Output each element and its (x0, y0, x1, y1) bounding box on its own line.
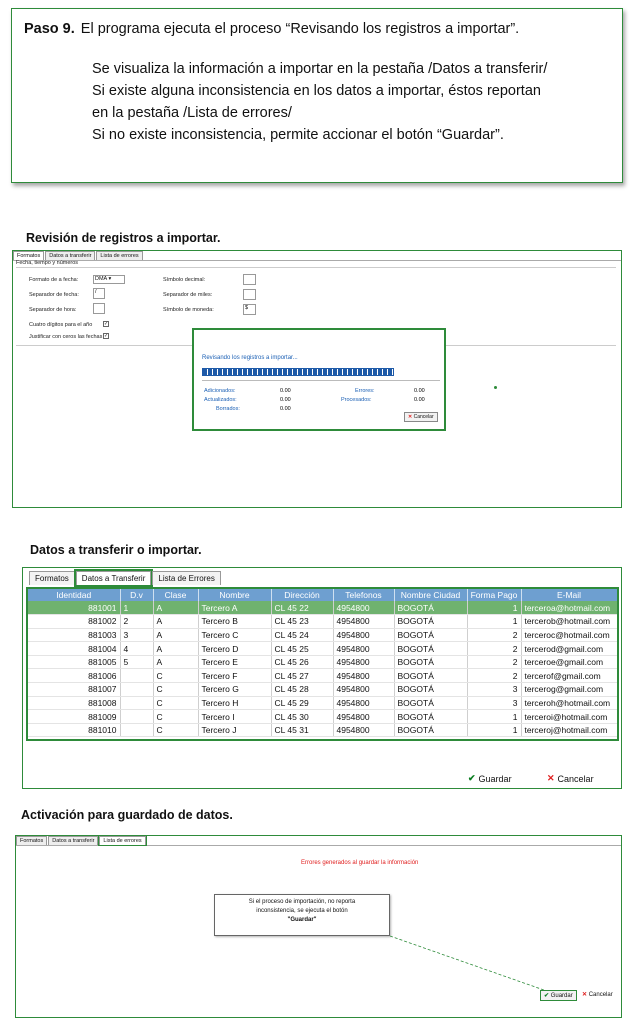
table-cell: tercerof@gmail.com (521, 669, 617, 683)
four-digit-checkbox[interactable]: ✓ (104, 321, 109, 327)
table-cell: C (153, 723, 198, 737)
tab-lista-errores[interactable]: Lista de errores (96, 251, 142, 260)
tab-lista-errores[interactable]: Lista de errores (99, 836, 145, 845)
processed-value: 0.00 (414, 397, 425, 403)
table-cell: 4954800 (333, 696, 394, 710)
step-instruction-box (11, 8, 623, 183)
progress-dialog (192, 328, 446, 431)
section2-title: Datos a transferir o importar. (30, 543, 202, 557)
table-cell: terceroc@hotmail.com (521, 628, 617, 642)
table-cell: BOGOTÁ (394, 642, 467, 656)
status-dot (494, 386, 497, 389)
column-header[interactable]: E-Mail (521, 589, 617, 601)
table-row[interactable] (28, 628, 617, 642)
step-label: Paso 9. (24, 21, 75, 37)
tab-formatos[interactable]: Formatos (13, 251, 44, 260)
table-cell: 2 (467, 628, 521, 642)
table-cell: 2 (120, 615, 153, 629)
table-cell: 1 (467, 615, 521, 629)
table-cell: 3 (467, 683, 521, 697)
transfer-window (22, 567, 622, 789)
tab-datos-transferir[interactable]: Datos a transferir (45, 251, 95, 260)
table-cell: 1 (467, 710, 521, 724)
save-label: Guardar (550, 993, 573, 999)
errors-label: Errores: (355, 388, 375, 394)
table-cell: A (153, 601, 198, 615)
table-row[interactable] (28, 710, 617, 724)
table-cell: BOGOTÁ (394, 710, 467, 724)
table-cell: BOGOTÁ (394, 669, 467, 683)
decimal-label: Símbolo decimal: (163, 277, 206, 283)
column-header[interactable]: D.v (120, 589, 153, 601)
step-text: El programa ejecuta el proceso “Revisando los registros a importar”. (80, 21, 520, 37)
step-line: Si existe alguna inconsistencia en los datos a importar, éstos reportan (92, 83, 541, 99)
table-cell: CL 45 25 (271, 642, 333, 656)
currency-label: Símbolo de moneda: (163, 307, 214, 313)
table-cell: Tercero E (198, 655, 271, 669)
table-row[interactable] (28, 683, 617, 697)
table-cell: Tercero F (198, 669, 271, 683)
progress-title: Revisando los registros a importar... (202, 355, 298, 361)
table-cell: 3 (467, 696, 521, 710)
table-cell: BOGOTÁ (394, 723, 467, 737)
date-format-label: Formato de a fecha: (29, 277, 79, 283)
table-cell: A (153, 615, 198, 629)
table-cell: terceroe@gmail.com (521, 655, 617, 669)
close-icon: ✕ (547, 773, 555, 783)
table-cell: CL 45 29 (271, 696, 333, 710)
date-format-value: DMA (95, 276, 107, 282)
save-label: Guardar (478, 773, 512, 784)
data-grid (26, 587, 619, 741)
progress-bar (202, 368, 394, 376)
cancel-label: Cancelar (588, 992, 613, 998)
table-cell: 881001 (28, 601, 120, 615)
column-header[interactable]: Nombre (198, 589, 271, 601)
table-cell: CL 45 22 (271, 601, 333, 615)
date-sep-input[interactable]: / (93, 288, 105, 299)
updated-value: 0.00 (280, 397, 291, 403)
table-cell: 4954800 (333, 723, 394, 737)
table-row[interactable] (28, 642, 617, 656)
table-cell (120, 696, 153, 710)
table-cell: C (153, 669, 198, 683)
table-cell: terceroh@hotmail.com (521, 696, 617, 710)
step-line: Se visualiza la información a importar en la pestaña /Datos a transferir/ (92, 61, 548, 77)
group-label: Fecha, tiempo y números (16, 260, 79, 266)
table-cell: BOGOTÁ (394, 628, 467, 642)
table-cell: 881005 (28, 655, 120, 669)
table-cell: 1 (120, 601, 153, 615)
table-cell: 4954800 (333, 601, 394, 615)
table-row[interactable] (28, 615, 617, 629)
table-cell: CL 45 23 (271, 615, 333, 629)
table-cell (120, 723, 153, 737)
cancel-button[interactable] (582, 991, 613, 998)
table-cell: 4954800 (333, 628, 394, 642)
table-cell: terceroi@hotmail.com (521, 710, 617, 724)
table-cell (120, 669, 153, 683)
table-cell: 4954800 (333, 615, 394, 629)
table-cell: 1 (467, 723, 521, 737)
callout-connector (16, 836, 623, 1019)
table-cell: Tercero C (198, 628, 271, 642)
table-cell: CL 45 30 (271, 710, 333, 724)
table-cell: Tercero H (198, 696, 271, 710)
date-format-select[interactable] (93, 275, 125, 284)
updated-label: Actualizados: (204, 397, 237, 403)
table-cell: 881010 (28, 723, 120, 737)
chevron-down-icon: ▾ (108, 276, 112, 282)
added-value: 0.00 (280, 388, 291, 394)
table-cell: 881007 (28, 683, 120, 697)
table-cell: 881003 (28, 628, 120, 642)
table-cell: 2 (467, 669, 521, 683)
table-cell: Tercero I (198, 710, 271, 724)
tab-formatos[interactable]: Formatos (29, 571, 75, 585)
table-cell: 2 (467, 655, 521, 669)
decimal-input[interactable] (243, 274, 256, 285)
table-cell: terceroj@hotmail.com (521, 723, 617, 737)
four-digit-label: Cuatro dígitos para el año (29, 322, 93, 328)
table-cell: A (153, 655, 198, 669)
error-list-title: Errores generados al guardar la información (301, 860, 419, 866)
table-cell: CL 45 26 (271, 655, 333, 669)
table-cell: CL 45 28 (271, 683, 333, 697)
table-cell: BOGOTÁ (394, 655, 467, 669)
section3-title: Activación para guardado de datos. (21, 808, 233, 822)
table-cell: 4 (120, 642, 153, 656)
table-cell: terceroa@hotmail.com (521, 601, 617, 615)
column-header[interactable]: Clase (153, 589, 198, 601)
close-icon: ✕ (408, 414, 413, 420)
tab-datos-transferir[interactable]: Datos a Transferir (76, 571, 152, 585)
table-cell: 4954800 (333, 642, 394, 656)
table-cell: 881009 (28, 710, 120, 724)
table-cell: A (153, 642, 198, 656)
cancel-label: Cancelar (557, 773, 594, 784)
callout-line: Si el proceso de importación, no reporta (248, 899, 356, 905)
zero-pad-checkbox[interactable]: ✓ (104, 333, 109, 339)
section1-title: Revisión de registros a importar. (26, 231, 221, 245)
table-cell: 1 (467, 601, 521, 615)
table-cell: CL 45 27 (271, 669, 333, 683)
time-sep-label: Separador de hora: (29, 307, 77, 313)
table-cell: tercerob@hotmail.com (521, 615, 617, 629)
transfer-tabs (29, 571, 621, 585)
table-cell: Tercero B (198, 615, 271, 629)
table-cell: BOGOTÁ (394, 601, 467, 615)
column-header[interactable]: Telefonos (333, 589, 394, 601)
cancel-button[interactable] (547, 773, 594, 784)
save-button[interactable] (468, 773, 512, 784)
save-button[interactable] (540, 990, 577, 1001)
table-cell: 881008 (28, 696, 120, 710)
time-sep-input[interactable] (93, 303, 105, 314)
table-cell: 881004 (28, 642, 120, 656)
review-window (12, 250, 622, 508)
column-header[interactable]: Nombre Ciudad (394, 589, 467, 601)
table-cell: C (153, 683, 198, 697)
table-cell: BOGOTÁ (394, 696, 467, 710)
table-row[interactable] (28, 696, 617, 710)
table-cell: 4954800 (333, 683, 394, 697)
thousands-input[interactable] (243, 289, 256, 300)
table-cell: 2 (467, 642, 521, 656)
table-cell: tercerog@gmail.com (521, 683, 617, 697)
step-line: Si no existe inconsistencia, permite accionar el botón “Guardar”. (92, 127, 504, 143)
deleted-label: Borrados: (216, 406, 240, 412)
date-sep-label: Separador de fecha: (29, 292, 79, 298)
step-heading (24, 18, 610, 40)
table-cell (120, 710, 153, 724)
errors-value: 0.00 (414, 388, 425, 394)
table-cell: Tercero A (198, 601, 271, 615)
table-cell: Tercero D (198, 642, 271, 656)
table-cell: Tercero J (198, 723, 271, 737)
table-cell: CL 45 24 (271, 628, 333, 642)
group-divider (16, 267, 616, 268)
deleted-value: 0.00 (280, 406, 291, 412)
review-tabs (13, 251, 621, 261)
column-header[interactable]: Identidad (28, 589, 120, 601)
table-cell: C (153, 710, 198, 724)
added-label: Adicionados: (204, 388, 236, 394)
table-row[interactable] (28, 723, 617, 737)
table-cell: C (153, 696, 198, 710)
close-icon: ✕ (582, 992, 588, 998)
tab-datos-transferir[interactable]: Datos a transferir (48, 836, 98, 845)
processed-label: Procesados: (341, 397, 372, 403)
cancel-label: Cancelar (413, 414, 434, 420)
tab-formatos[interactable]: Formatos (16, 836, 47, 845)
table-cell: 4954800 (333, 669, 394, 683)
table-row[interactable] (28, 601, 617, 615)
dialog-cancel-button[interactable] (404, 412, 438, 422)
dialog-divider (202, 380, 440, 381)
currency-input[interactable]: $ (243, 304, 256, 315)
column-header[interactable]: Dirección (271, 589, 333, 601)
table-cell (120, 683, 153, 697)
callout-line: inconsistencia, se ejecuta el botón (256, 908, 348, 914)
thousands-label: Separador de miles: (163, 292, 213, 298)
table-cell: tercerod@gmail.com (521, 642, 617, 656)
step-line: en la pestaña /Lista de errores/ (92, 105, 292, 121)
table-cell: 4954800 (333, 710, 394, 724)
table-cell: BOGOTÁ (394, 615, 467, 629)
column-header[interactable]: Forma Pago (467, 589, 521, 601)
table-cell: BOGOTÁ (394, 683, 467, 697)
check-icon: ✔ (468, 773, 476, 783)
table-cell: 5 (120, 655, 153, 669)
table-cell: 4954800 (333, 655, 394, 669)
step-body (92, 58, 610, 146)
table-cell: 3 (120, 628, 153, 642)
table-row[interactable] (28, 669, 617, 683)
table-row[interactable] (28, 655, 617, 669)
callout-button-name: "Guardar" (287, 917, 317, 923)
tab-lista-errores[interactable]: Lista de Errores (152, 571, 220, 585)
table-cell: 881006 (28, 669, 120, 683)
check-icon: ✔ (544, 993, 550, 999)
table-cell: A (153, 628, 198, 642)
zero-pad-label: Justificar con ceros las fechas (29, 334, 103, 340)
table-cell: 881002 (28, 615, 120, 629)
table-cell: Tercero G (198, 683, 271, 697)
table-cell: CL 45 31 (271, 723, 333, 737)
save-window (15, 835, 622, 1018)
